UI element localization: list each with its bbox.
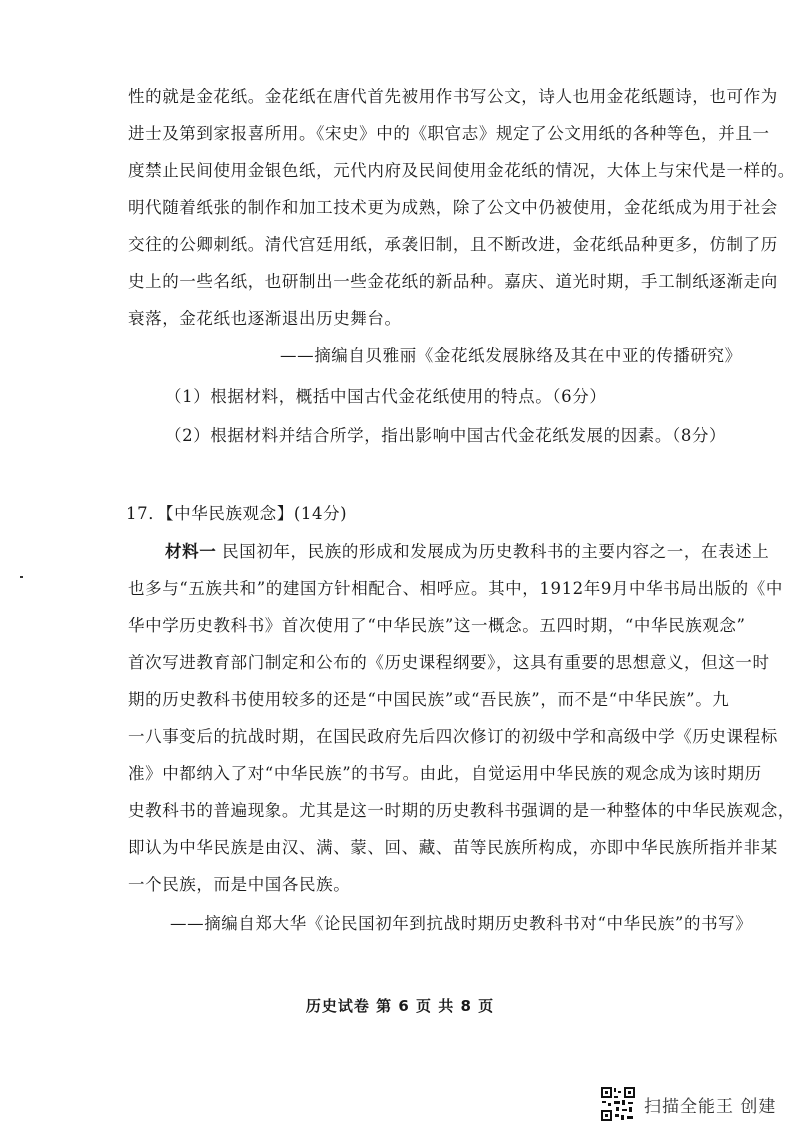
material-line-2: 也多与“五族共和”的建国方针相配合、相呼应。其中，1912年9月中华书局出版的《中 <box>128 579 783 598</box>
material-label: 材料一 <box>165 542 217 561</box>
material-line-7: 准》中都纳入了对“中华民族”的书写。由此，自觉运用中华民族的观念成为该时期历 <box>128 764 762 783</box>
passage-line-3: 度禁止民间使用金银色纸，元代内府及民间使用金花纸的情况，大体上与宋代是一样的。 <box>128 161 795 180</box>
passage-line-1: 性的就是金花纸。金花纸在唐代首先被用作书写公文，诗人也用金花纸题诗，也可作为 <box>128 87 778 106</box>
material-1-first-line <box>165 541 769 563</box>
material-line-8: 史教科书的普遍现象。尤其是这一时期的历史教科书强调的是一种整体的中华民族观念， <box>128 801 795 820</box>
page-footer: 历史试卷 第 6 页 共 8 页 <box>305 997 495 1015</box>
material-line-4: 首次写进教育部门制定和公布的《历史课程纲要》，这具有重要的思想意义，但这一时 <box>128 653 770 672</box>
scanner-watermark <box>600 1086 776 1122</box>
question-17-heading: 17．【中华民族观念】(14分) <box>126 504 348 523</box>
passage-line-6: 史上的一些名纸，也研制出一些金花纸的新品种。嘉庆、道光时期，手工制纸逐渐走向 <box>128 272 778 291</box>
material-line-5: 期的历史教科书使用较多的还是“中国民族”或“吾民族”，而不是“中华民族”。九 <box>128 690 730 709</box>
passage-line-7: 衰落，金花纸也逐渐退出历史舞台。 <box>128 309 402 328</box>
passage-line-2: 进士及第到家报喜所用。《宋史》中的《职官志》规定了公文用纸的各种等色，并且一 <box>128 124 770 143</box>
material-line-6: 一八事变后的抗战时期，在国民政府先后四次修订的初级中学和高级中学《历史课程标 <box>128 727 778 746</box>
material-line-3: 华中学历史教科书》首次使用了“中华民族”这一概念。五四时期，“中华民族观念” <box>128 616 746 635</box>
qr-code-icon <box>600 1086 636 1122</box>
material-line-9: 即认为中华民族是由汉、满、蒙、回、藏、苗等民族所构成，亦即中华民族所指并非某 <box>128 838 778 857</box>
material-line-10: 一个民族，而是中国各民族。 <box>128 875 351 894</box>
scan-speck <box>20 576 23 578</box>
material-source: ——摘编自郑大华《论民国初年到抗战时期历史教科书对“中华民族”的书写》 <box>170 914 753 933</box>
question-2: （2）根据材料并结合所学，指出影响中国古代金花纸发展的因素。（8分） <box>165 426 727 445</box>
question-1: （1）根据材料，概括中国古代金花纸使用的特点。（6分） <box>165 387 607 406</box>
passage-line-5: 交往的公卿刺纸。清代宫廷用纸，承袭旧制，且不断改进，金花纸品种更多，仿制了历 <box>128 235 778 254</box>
material-line-1: 民国初年，民族的形成和发展成为历史教科书的主要内容之一，在表述上 <box>216 542 770 561</box>
watermark-text: 扫描全能王 创建 <box>644 1096 777 1117</box>
passage-line-4: 明代随着纸张的制作和加工技术更为成熟，除了公文中仍被使用，金花纸成为用于社会 <box>128 198 778 217</box>
passage-source: ——摘编自贝雅丽《金花纸发展脉络及其在中亚的传播研究》 <box>280 346 742 365</box>
